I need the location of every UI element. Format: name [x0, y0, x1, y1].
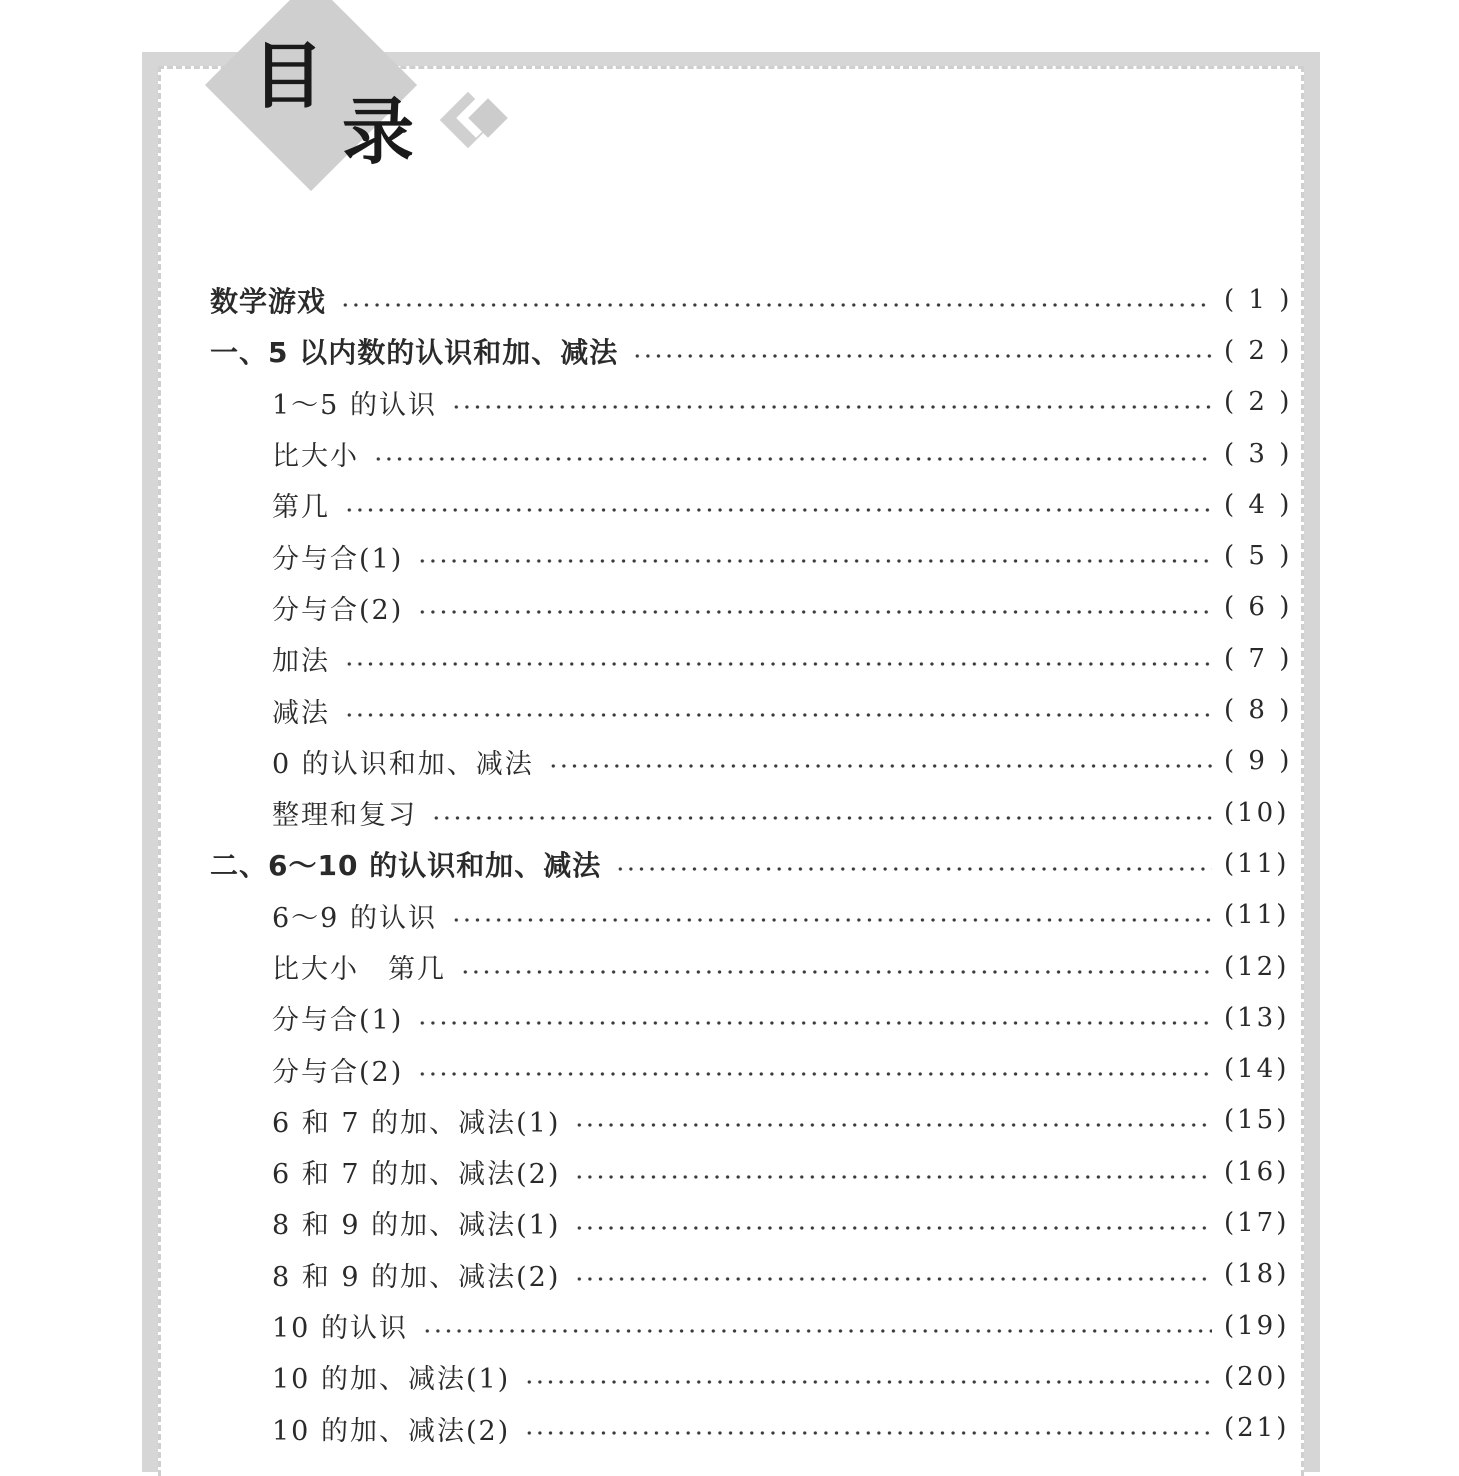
toc-section-row[interactable]: [210, 1249, 1290, 1300]
toc-page-number: (11): [1224, 900, 1290, 931]
toc-chapter-row[interactable]: [210, 325, 1293, 376]
dot-leader: [524, 1380, 1212, 1384]
toc-entry-label: 10 的加、减法(1): [272, 1364, 511, 1396]
toc-section-row[interactable]: [210, 684, 1293, 735]
toc-section-row[interactable]: [210, 633, 1293, 684]
toc-page-number: (21): [1224, 1413, 1290, 1444]
toc-section-row[interactable]: [210, 1403, 1290, 1454]
toc-entry-label: 8 和 9 的加、减法(2): [272, 1261, 561, 1293]
toc-section-row[interactable]: [210, 479, 1293, 530]
toc-entry-label: 二、6～10 的认识和加、减法: [210, 848, 602, 882]
dot-leader: [417, 559, 1212, 563]
toc-page-number: ( 5 ): [1224, 541, 1293, 572]
toc-entry-label: 分与合(2): [272, 594, 404, 626]
toc-page-number: ( 6 ): [1224, 592, 1293, 623]
toc-section-row[interactable]: [210, 941, 1290, 992]
toc-page-number: (15): [1224, 1105, 1290, 1136]
toc-entry-label: 加法: [272, 646, 330, 678]
toc-section-row[interactable]: [210, 428, 1293, 479]
dot-leader: [548, 764, 1212, 768]
toc-entry-label: 0 的认识和加、减法: [272, 748, 534, 780]
toc-page-number: (18): [1224, 1259, 1290, 1290]
dot-leader: [417, 1021, 1212, 1025]
toc-page-number: (13): [1224, 1002, 1290, 1033]
toc-entry-label: 比大小: [272, 441, 359, 473]
toc-page-number: ( 3 ): [1224, 438, 1293, 469]
dot-leader: [344, 713, 1212, 717]
toc-section-row[interactable]: [210, 377, 1293, 428]
dot-leader: [460, 970, 1212, 974]
toc-page-number: (16): [1224, 1156, 1290, 1187]
toc-entry-label: 分与合(1): [272, 1005, 404, 1037]
toc-page-number: (20): [1224, 1361, 1290, 1392]
toc-entry-label: 6～9 的认识: [272, 902, 437, 934]
dot-leader: [344, 508, 1212, 512]
page-title-char-2: 录: [342, 90, 415, 174]
toc-section-row[interactable]: [210, 530, 1293, 581]
toc-entry-label: 6 和 7 的加、减法(2): [272, 1159, 561, 1191]
toc-page-number: (14): [1224, 1054, 1290, 1085]
table-of-contents: [210, 274, 1293, 1454]
toc-entry-label: 10 的认识: [272, 1313, 408, 1345]
dot-leader: [417, 610, 1212, 614]
dot-leader: [422, 1329, 1212, 1333]
toc-page-number: (11): [1224, 848, 1290, 879]
toc-section-row[interactable]: [210, 736, 1293, 787]
toc-section-row[interactable]: [210, 1351, 1290, 1402]
toc-entry-label: 比大小 第几: [272, 954, 446, 985]
toc-section-row[interactable]: [210, 1146, 1290, 1197]
dot-leader: [632, 354, 1212, 358]
dot-leader: [524, 1431, 1212, 1435]
dot-leader: [340, 303, 1212, 307]
toc-entry-label: 分与合(1): [272, 543, 404, 575]
toc-entry-label: 1～5 的认识: [272, 389, 437, 421]
toc-page-number: ( 9 ): [1224, 746, 1293, 777]
dot-leader: [574, 1226, 1212, 1230]
toc-page-number: (19): [1224, 1310, 1290, 1341]
toc-entry-label: 6 和 7 的加、减法(1): [272, 1107, 561, 1139]
toc-entry-label: 第几: [272, 492, 330, 524]
dot-leader: [451, 405, 1212, 409]
toc-section-row[interactable]: [210, 890, 1290, 941]
toc-page-number: ( 7 ): [1224, 643, 1293, 674]
toc-section-row[interactable]: [210, 582, 1293, 633]
dot-leader: [373, 457, 1212, 461]
toc-page-number: (17): [1224, 1207, 1290, 1238]
toc-entry-label: 整理和复习: [272, 800, 417, 832]
dot-leader: [574, 1277, 1212, 1281]
toc-entry-label: 10 的加、减法(2): [272, 1415, 511, 1447]
dot-leader: [451, 918, 1212, 922]
toc-page-number: ( 2 ): [1224, 335, 1293, 366]
toc-section-row[interactable]: [210, 1197, 1290, 1248]
toc-chapter-row[interactable]: [210, 838, 1290, 889]
toc-entry-label: 8 和 9 的加、减法(1): [272, 1210, 561, 1242]
dot-leader: [615, 867, 1212, 871]
toc-entry-label: 一、5 以内数的认识和加、减法: [210, 335, 619, 369]
dot-leader: [417, 1072, 1212, 1076]
dot-leader: [431, 816, 1212, 820]
toc-section-row[interactable]: [210, 1300, 1290, 1351]
dot-leader: [574, 1123, 1212, 1127]
toc-page-number: ( 2 ): [1224, 387, 1293, 418]
dot-leader: [574, 1175, 1212, 1179]
dot-leader: [344, 662, 1212, 666]
toc-page-number: (10): [1224, 797, 1290, 828]
toc-page-number: ( 8 ): [1224, 695, 1293, 726]
toc-section-row[interactable]: [210, 1095, 1290, 1146]
toc-page-number: (12): [1224, 951, 1290, 982]
toc-entry-label: 减法: [272, 697, 330, 729]
toc-section-row[interactable]: [210, 992, 1290, 1043]
toc-chapter-row[interactable]: [210, 274, 1293, 325]
toc-page-number: ( 1 ): [1224, 284, 1293, 315]
toc-page-number: ( 4 ): [1224, 489, 1293, 520]
toc-entry-label: 分与合(2): [272, 1056, 404, 1088]
toc-section-row[interactable]: [210, 1043, 1290, 1094]
toc-entry-label: 数学游戏: [210, 284, 327, 318]
page-title-char-1: 目: [252, 34, 325, 118]
toc-section-row[interactable]: [210, 787, 1290, 838]
